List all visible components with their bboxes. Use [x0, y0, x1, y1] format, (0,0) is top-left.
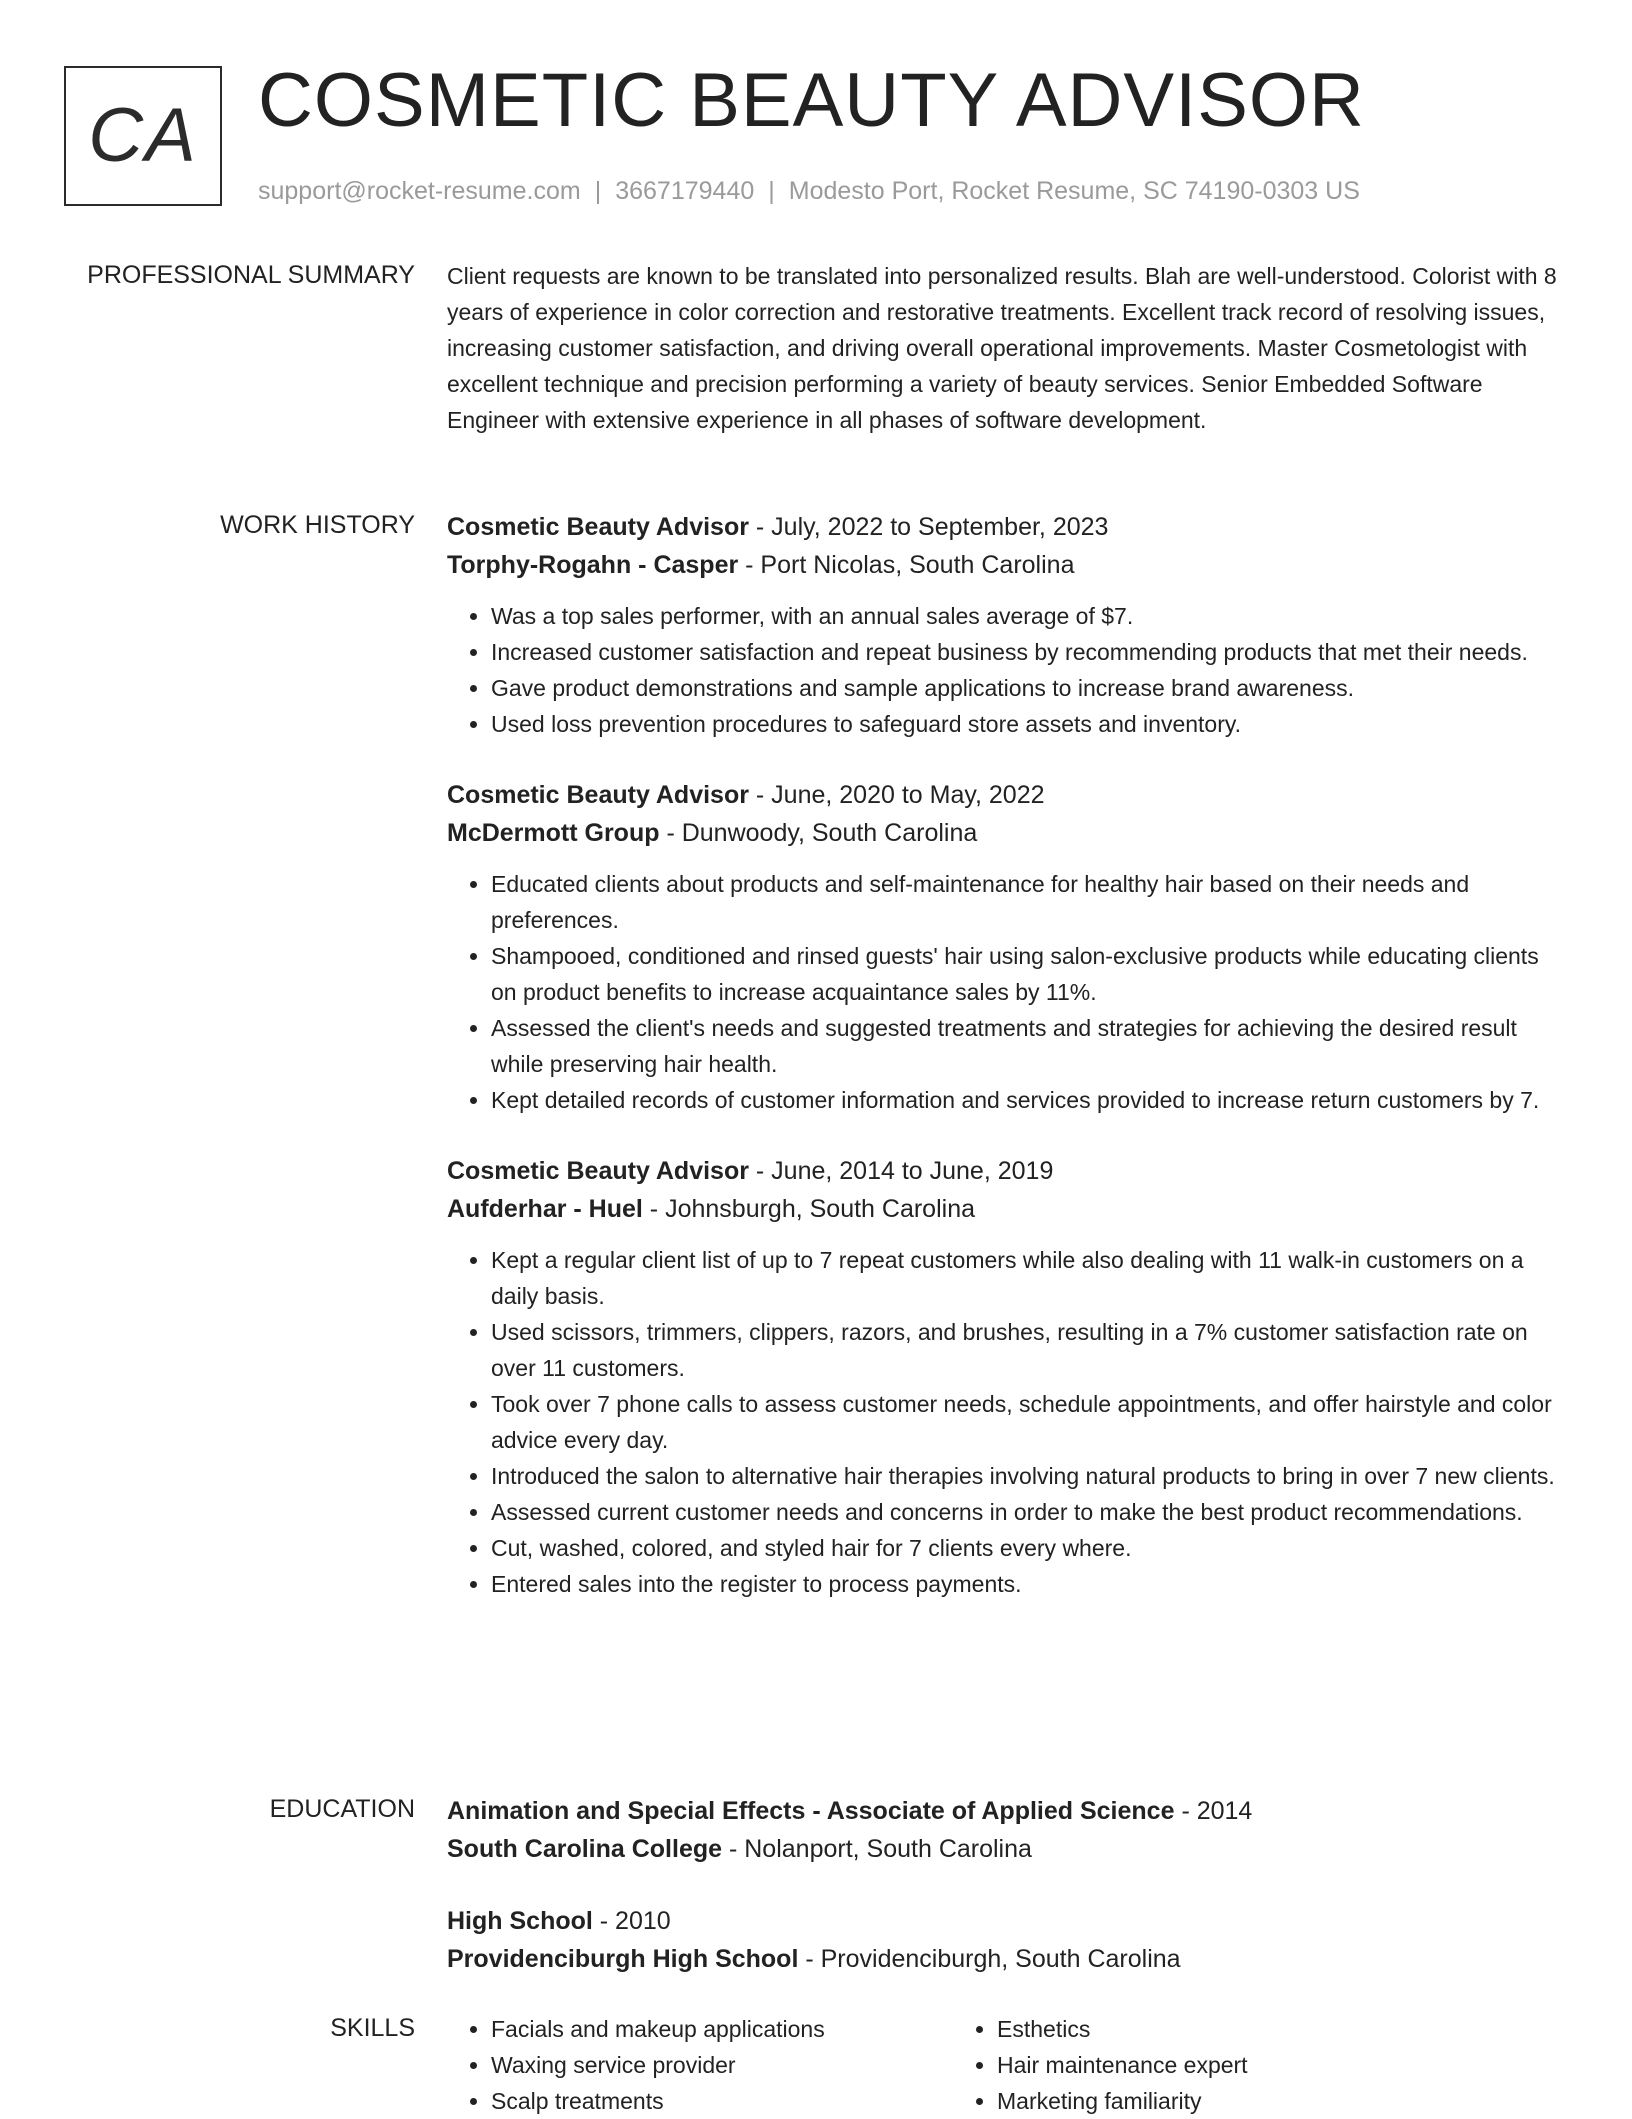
education-body: [447, 1792, 1562, 2012]
summary-text: Client requests are known to be translated into personalized results. Blah are well-understood. Colorist with 8 years of experience in color correction and restorative treatments. Excellent track record of resolving issues, increasing customer satisfaction, and driving overall operational improvements. Master Cosmetologist with excellent technique and precision performing a variety of beauty services. Senior Embedded Software Engineer with extensive experience in all phases of software development.: [447, 263, 1557, 433]
education-location: - Nolanport, South Carolina: [722, 1835, 1032, 1863]
education-year: - 2010: [592, 1907, 671, 1935]
section-label-work-history: WORK HISTORY: [220, 511, 415, 539]
skill-item: • Marketing familiarity: [997, 2083, 1459, 2119]
job-bullet: • Entered sales into the register to process payments.: [491, 1566, 1562, 1602]
resume-name: COSMETIC BEAUTY ADVISOR: [258, 58, 1365, 143]
skill-item: • Esthetics: [997, 2011, 1459, 2047]
job-bullet: • Kept a regular client list of up to 7 repeat customers while also dealing with 11 walk-in customers on a daily basis.: [491, 1242, 1562, 1314]
section-label-education: EDUCATION: [269, 1795, 415, 1823]
job-company: Aufderhar - Huel: [447, 1195, 643, 1223]
job-bullet: • Kept detailed records of customer information and services provided to increase return customers by 7.: [491, 1082, 1562, 1118]
contact-email: support@rocket-resume.com: [258, 177, 581, 205]
job-dates: - June, 2020 to May, 2022: [748, 781, 1045, 809]
job-title: Cosmetic Beauty Advisor: [447, 781, 749, 809]
education-degree-line: [447, 1792, 1562, 1830]
job-entry: [447, 1152, 1562, 1602]
job-bullet: • Cut, washed, colored, and styled hair for 7 clients every where.: [491, 1530, 1562, 1566]
job-bullets: [447, 1242, 1562, 1602]
job-bullet: • Took over 7 phone calls to assess customer needs, schedule appointments, and offer hairstyle and color advice every day.: [491, 1386, 1562, 1458]
summary-body: [447, 258, 1562, 438]
education-school-line: [447, 1830, 1562, 1868]
job-bullets: [447, 866, 1562, 1118]
skills-grid: [447, 2011, 1562, 2119]
skills-column-left: [447, 2011, 953, 2119]
education-year: - 2014: [1174, 1797, 1253, 1825]
job-company-line: [447, 546, 1562, 584]
job-title-line: [447, 776, 1562, 814]
work-history-body: [447, 508, 1562, 1636]
job-bullet: • Assessed current customer needs and concerns in order to make the best product recommendations.: [491, 1494, 1562, 1530]
job-bullet: • Used loss prevention procedures to safeguard store assets and inventory.: [491, 706, 1562, 742]
job-title-line: [447, 508, 1562, 546]
job-bullet: • Gave product demonstrations and sample applications to increase brand awareness.: [491, 670, 1562, 706]
skill-item: • Waxing service provider: [491, 2047, 953, 2083]
job-bullets: [447, 598, 1562, 742]
job-bullet: • Introduced the salon to alternative hair therapies involving natural products to bring in over 7 new clients.: [491, 1458, 1562, 1494]
skill-item: • Scalp treatments: [491, 2083, 953, 2119]
contact-line: [258, 174, 1360, 208]
job-title: Cosmetic Beauty Advisor: [447, 513, 749, 541]
job-entry: [447, 508, 1562, 742]
job-dates: - July, 2022 to September, 2023: [748, 513, 1109, 541]
monogram-box: [64, 66, 222, 206]
contact-separator: |: [768, 177, 775, 205]
monogram-initials: CA: [88, 93, 198, 178]
job-title: Cosmetic Beauty Advisor: [447, 1157, 749, 1185]
education-degree-line: [447, 1902, 1562, 1940]
job-company: Torphy-Rogahn - Casper: [447, 551, 739, 579]
skill-item: • Facials and makeup applications: [491, 2011, 953, 2047]
job-company: McDermott Group: [447, 819, 660, 847]
education-location: - Providenciburgh, South Carolina: [798, 1945, 1181, 1973]
section-label-skills: SKILLS: [330, 2014, 415, 2042]
job-bullet: • Increased customer satisfaction and repeat business by recommending products that met their needs.: [491, 634, 1562, 670]
job-company-line: [447, 814, 1562, 852]
education-school: South Carolina College: [447, 1835, 723, 1863]
skill-item: • Hair maintenance expert: [997, 2047, 1459, 2083]
job-bullet: • Was a top sales performer, with an annual sales average of $7.: [491, 598, 1562, 634]
education-school: Providenciburgh High School: [447, 1945, 799, 1973]
job-location: - Dunwoody, South Carolina: [659, 819, 978, 847]
job-company-line: [447, 1190, 1562, 1228]
job-bullet: • Used scissors, trimmers, clippers, razors, and brushes, resulting in a 7% customer satisfaction rate on over 11 customers.: [491, 1314, 1562, 1386]
education-entry: [447, 1792, 1562, 1868]
job-bullet: • Shampooed, conditioned and rinsed guests' hair using salon-exclusive products while educating clients on product benefits to increase acquaintance sales by 11%.: [491, 938, 1562, 1010]
job-entry: [447, 776, 1562, 1118]
job-location: - Johnsburgh, South Carolina: [642, 1195, 976, 1223]
job-title-line: [447, 1152, 1562, 1190]
contact-phone: 3667179440: [615, 177, 755, 205]
skills-body: [447, 2011, 1562, 2119]
education-degree: High School: [447, 1907, 593, 1935]
contact-separator: |: [594, 177, 602, 205]
section-label-summary: PROFESSIONAL SUMMARY: [87, 261, 415, 289]
job-bullet: • Assessed the client's needs and suggested treatments and strategies for achieving the desired result while preserving hair health.: [491, 1010, 1562, 1082]
job-bullet: • Educated clients about products and self-maintenance for healthy hair based on their needs and preferences.: [491, 866, 1562, 938]
job-dates: - June, 2014 to June, 2019: [748, 1157, 1054, 1185]
job-location: - Port Nicolas, South Carolina: [738, 551, 1075, 579]
skills-column-right: [953, 2011, 1459, 2119]
contact-address: Modesto Port, Rocket Resume, SC 74190-0303 US: [788, 177, 1360, 205]
education-entry: [447, 1902, 1562, 1978]
education-school-line: [447, 1940, 1562, 1978]
education-degree: Animation and Special Effects - Associate of Applied Science: [447, 1797, 1175, 1825]
